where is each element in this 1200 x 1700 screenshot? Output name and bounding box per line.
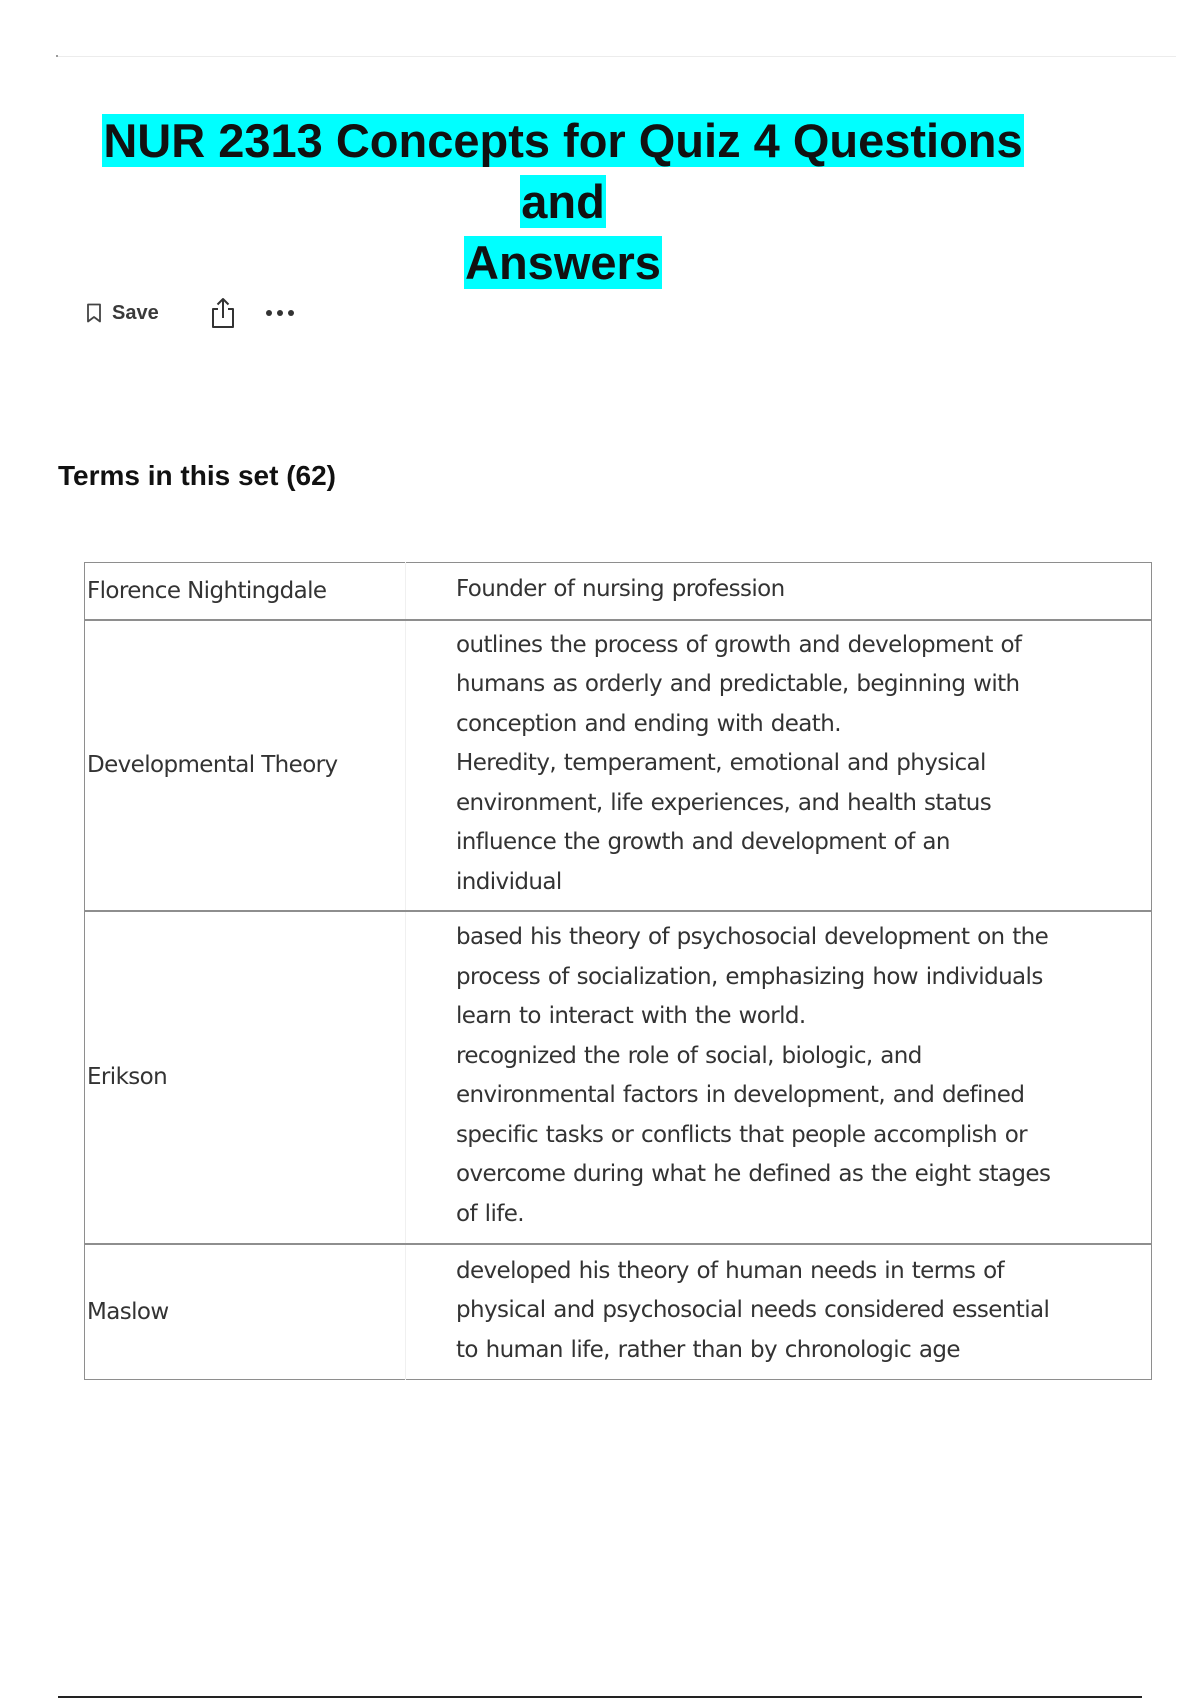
definition-line: learn to interact with the world. — [456, 1003, 806, 1029]
term-cell: Developmental Theory — [85, 620, 406, 911]
definition-cell — [406, 563, 1152, 620]
term-row — [85, 563, 1152, 620]
bookmark-icon — [86, 303, 102, 323]
definition-line: Heredity, temperament, emotional and physical — [456, 750, 986, 777]
definition-line: process of socialization, emphasizing how individuals — [456, 963, 1043, 990]
terms-count-heading: Terms in this set (62) — [58, 460, 337, 491]
more-options-button[interactable] — [265, 309, 295, 317]
definition-line: conception and ending with death. — [456, 710, 841, 737]
title-line-2: Answers — [465, 236, 661, 289]
term-row — [85, 620, 1152, 911]
definition-line: of life. — [456, 1200, 525, 1227]
bottom-divider — [58, 1696, 1142, 1698]
top-divider — [58, 56, 1176, 57]
definition-cell — [406, 911, 1152, 1244]
definition-line: physical and psychosocial needs considered essential — [456, 1297, 1050, 1323]
definition-line: developed his theory of human needs in terms of — [456, 1257, 1005, 1284]
definition-line: based his theory of psychosocial development on the — [456, 924, 1049, 950]
terms-table — [84, 562, 1152, 1380]
title-line-1: NUR 2313 Concepts for Quiz 4 Questions and — [103, 114, 1023, 228]
definition-cell — [406, 620, 1152, 911]
definition-cell — [406, 1244, 1152, 1380]
definition-line: environmental factors in development, and defined — [456, 1082, 1025, 1108]
term-row — [85, 1244, 1152, 1380]
definition-line: environment, life experiences, and health status — [456, 789, 992, 816]
definition-line: to human life, rather than by chronologic age — [456, 1336, 960, 1363]
definition-line: specific tasks or conflicts that people accomplish or — [456, 1121, 1028, 1148]
term-cell: Erikson — [85, 911, 406, 1244]
definition-line: outlines the process of growth and development of — [456, 631, 1022, 658]
definition-line: recognized the role of social, biologic, and — [456, 1042, 922, 1069]
term-cell: Florence Nightingdale — [85, 563, 406, 620]
share-button[interactable] — [209, 297, 237, 329]
definition-line: overcome during what he defined as the eight stages — [456, 1161, 1051, 1187]
page-title — [58, 110, 1068, 293]
definition-line: humans as orderly and predictable, beginning with — [456, 671, 1020, 698]
action-toolbar — [86, 295, 295, 331]
more-horizontal-icon — [265, 309, 295, 317]
term-row — [85, 911, 1152, 1244]
save-button-label: Save — [112, 301, 159, 324]
save-button[interactable] — [86, 302, 159, 325]
definition-line: influence the growth and development of an — [456, 829, 950, 856]
definition-line: individual — [456, 868, 562, 895]
term-cell: Maslow — [85, 1244, 406, 1380]
share-icon — [209, 297, 237, 329]
definition-line: Founder of nursing profession — [456, 576, 785, 602]
